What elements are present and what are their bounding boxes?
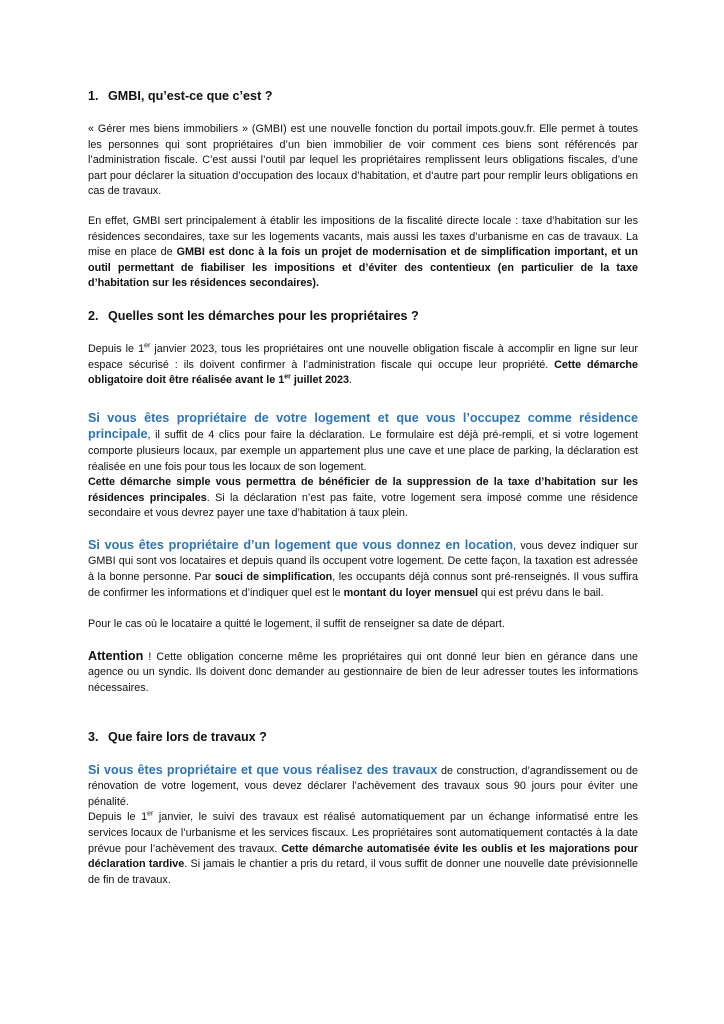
s2-p2-blue: Si vous êtes propriétaire de votre logement et que vous l’occupez comme résidence principale [88,410,638,442]
s2-p1-sup2: er [284,373,291,381]
s2-p5-a: ! Cette obligation concerne même les propriétaires qui ont donné leur bien en gérance dans une agence ou un syndic. Ils doivent donc demander au gestionnaire de bien de leur adresser toutes les informations nécessaires. [88,650,638,695]
section-2-paragraph-5 [88,649,638,697]
s2-p1-e: . [349,374,353,387]
section-2-paragraph-3 [88,538,638,601]
section-2-heading [88,308,638,324]
s2-p3-bold2: montant du loyer mensuel [343,586,479,599]
section-2-title: Quelles sont les démarches pour les propriétaires ? [108,308,419,323]
section-1-number: 1. [88,89,99,103]
s3-p2-sup: er [147,810,154,818]
s2-p3-b: , les occupants déjà connus sont pré-renseignés. Il vous suffira de confirmer les informations et d’indiquer quel est le [88,571,638,599]
s2-p1-a: Depuis le 1 [88,342,145,355]
s3-p2-a: Depuis le 1 [88,811,148,824]
s2-p3-bold1: souci de simplification [214,571,333,584]
section-1-paragraph-1: « Gérer mes biens immobiliers » (GMBI) est une nouvelle fonction du portail impots.gouv.fr. Elle permet à toutes les personnes qui sont propriétaires d’un bien immobilier de voir comment ces biens sont référencés par l’administration fiscale. C’est aussi l’outil par lequel les propriétaires remplissent leurs obligations fiscales, d’une part pour déclarer la situation d’occupation des locaux d’habitation, et d’autre part pour remplir leurs obligations en cas de travaux. [88,123,638,198]
s2-p5-attention: Attention [88,648,144,663]
s2-p1-d: juillet 2023 [290,374,350,387]
s2-p2-a: , il suffit de 4 clics pour faire la déclaration. Le formulaire est déjà pré-rempli, et si votre logement comporte plusieurs locaux, par exemple un appartement plus une cave et une place de parking, la déclaration est réalisée en une fois pour tous les locaux de son logement. [88,429,638,473]
s1-p2-bold: GMBI est donc à la fois un projet de modernisation et de simplification important, et un outil permettant de fiabiliser les impositions et d’éviter des contentieux (en particulier de la taxe d’habitation sur les résidences secondaires). [88,246,638,290]
section-2-paragraph-2 [88,411,638,522]
s2-p1-sup: er [144,342,151,350]
section-3-number: 3. [88,729,99,744]
s3-p1-blue: Si vous êtes propriétaire et que vous réalisez des travaux [88,762,438,777]
s2-p1-c: Cette démarche obligatoire doit être réalisée avant le 1 [88,358,638,387]
section-1-title: GMBI, qu’est-ce que c’est ? [108,89,273,103]
section-3-heading [88,729,638,745]
s2-p2-bold: Cette démarche simple vous permettra de bénéficier de la suppression de la taxe d’habitation sur les résidences principales [88,476,638,504]
section-1-paragraph-2 [88,214,638,292]
section-2-paragraph-1 [88,342,638,389]
s2-p3-c: qui est prévu dans le bail. [478,586,604,599]
section-3-title: Que faire lors de travaux ? [108,729,267,744]
section-3-paragraph-1 [88,763,638,811]
section-2-paragraph-4: Pour le cas où le locataire a quitté le logement, il suffit de renseigner sa date de départ. [88,618,505,631]
s2-p1-b: janvier 2023, tous les propriétaires ont une nouvelle obligation fiscale à accomplir en ligne sur leur espace sécurisé : ils doivent confirmer à l’administration fiscale qui occupe leur propriété. [88,342,638,371]
document-content [88,88,638,888]
s3-p1-a: de construction, d’agrandissement ou de rénovation de votre logement, vous devez déclarer l’achèvement des travaux sous 90 jours pour éviter une pénalité. [88,764,639,808]
s2-p3-a: , vous devez indiquer sur GMBI qui sont vos locataires et depuis quand ils occupent votre logement. De cette façon, la taxation est adressée à la bonne personne. Par [88,539,639,584]
section-3-paragraph-2 [88,810,638,888]
s2-p3-blue: Si vous êtes propriétaire d’un logement que vous donnez en location [88,537,514,552]
section-1-heading [88,88,638,104]
s3-p2-bold: Cette démarche automatisée évite les oublis et les majorations pour déclaration tardive [88,842,638,871]
s3-p2-c: . Si jamais le chantier a pris du retard, il vous suffit de donner une nouvelle date prévisionnelle de fin de travaux. [88,858,638,886]
s2-p2-b: . Si la déclaration n’est pas faite, votre logement sera imposé comme une résidence secondaire et vous devrez payer une taxe d’habitation à taux plein. [88,491,638,520]
section-2-number: 2. [88,308,99,323]
s3-p2-b: janvier, le suivi des travaux est réalisé automatiquement par un échange informatisé entre les services locaux de l’urbanisme et les services fiscaux. Les propriétaires sont automatiquement contactés à la date prévue pour l’achèvement des travaux. [88,811,638,855]
s1-p2-text: En effet, GMBI sert principalement à établir les impositions de la fiscalité directe locale : taxe d’habitation sur les résidences secondaires, taxe sur les logements vacants, mais aussi les taxes d’urbanisme en cas de travaux. La mise en place de [88,214,638,259]
